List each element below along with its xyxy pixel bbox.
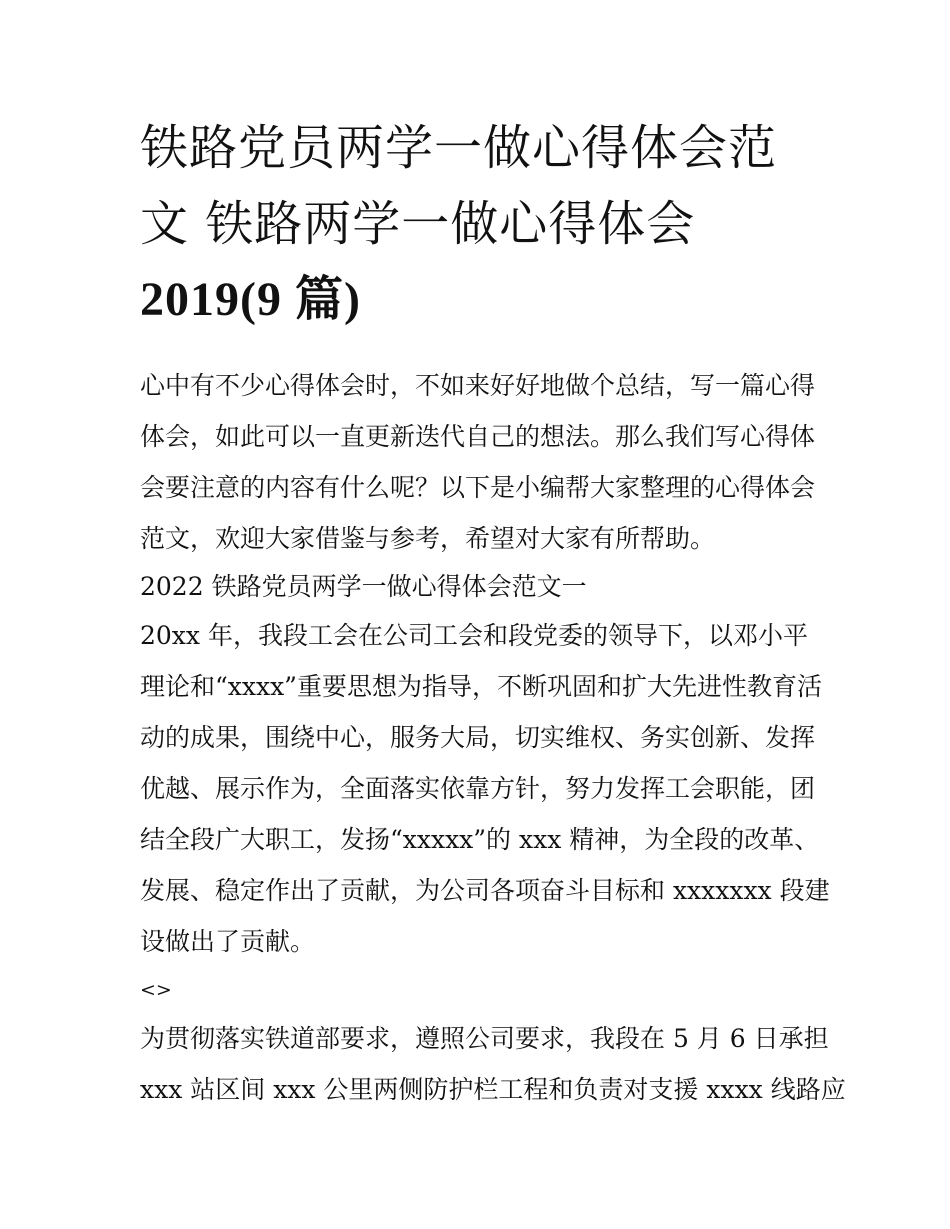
intro-line-1: 心中有不少心得体会时，不如来好好地做个总结，写一篇心得 [140, 371, 816, 400]
section-heading: 2022 铁路党员两学一做心得体会范文一 [140, 572, 587, 601]
paragraph1-line-7: 设做出了贡献。 [140, 927, 316, 956]
paragraph1-line-1: 20xx 年，我段工会在公司工会和段党委的领导下，以邓小平 [140, 621, 808, 650]
paragraph2-line-2: xxx 站区间 xxx 公里两侧防护栏工程和负责对支援 xxxx 线路应 [140, 1075, 846, 1104]
title-line-2: 文 铁路两学一做心得体会 [140, 196, 696, 252]
paragraph1-line-6: 发展、稳定作出了贡献，为公司各项奋斗目标和 xxxxxxx 段建 [140, 876, 830, 905]
intro-line-2: 体会，如此可以一直更新迭代自己的想法。那么我们写心得体 [140, 422, 816, 451]
paragraph-2 [140, 1013, 846, 1115]
document-content [140, 110, 846, 1115]
intro-paragraph [140, 360, 820, 564]
document-title [140, 110, 820, 338]
intro-line-4: 范文，欢迎大家借鉴与参考，希望对大家有所帮助。 [140, 524, 716, 553]
paragraph1-line-4: 优越、展示作为，全面落实依靠方针，努力发挥工会职能，团 [140, 774, 816, 803]
paragraph1-line-3: 动的成果，围绕中心，服务大局，切实维权、务实创新、发挥 [140, 723, 816, 752]
document-body [140, 360, 846, 1115]
paragraph-1 [140, 610, 830, 967]
paragraph1-line-2: 理论和“xxxx”重要思想为指导，不断巩固和扩大先进性教育活 [140, 672, 822, 701]
paragraph1-line-5: 结全段广大职工，发扬“xxxxx”的 xxx 精神，为全段的改革、 [140, 825, 820, 854]
title-line-3: 2019(9 篇) [140, 273, 361, 326]
marker-text: <> [140, 979, 172, 1001]
paragraph2-line-1: 为贯彻落实铁道部要求，遵照公司要求，我段在 5 月 6 日承担 [140, 1024, 829, 1053]
intro-line-3: 会要注意的内容有什么呢？以下是小编帮大家整理的心得体会 [140, 473, 816, 502]
title-line-1: 铁路党员两学一做心得体会范 [140, 120, 778, 176]
